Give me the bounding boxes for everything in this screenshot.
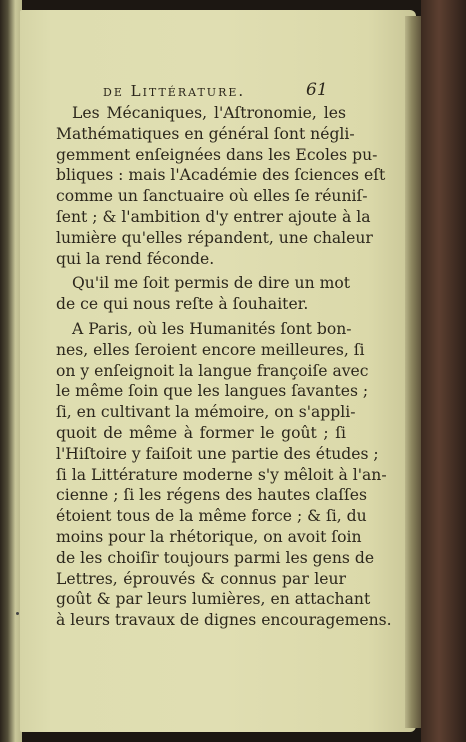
text-line: le même ſoin que les langues ſavantes ; [56,382,369,401]
body-text [56,103,392,631]
text-line: A Paris, où les Humanités ſont bon- [72,319,352,338]
paragraph-1 [56,103,386,269]
running-header: de Littérature. [103,82,246,100]
text-line: Qu'il me ſoit permis de dire un mot [72,274,351,293]
text-line: cienne ; ſi les régens des hautes claſſes [56,486,368,505]
text-line: de ce qui nous reſte à ſouhaiter. [56,295,309,314]
text-line: nes, elles ſeroient encore meilleures, ſi [56,340,365,359]
margin-speck [16,612,19,615]
page-number: 61 [306,80,328,100]
text-line: ſent ; & l'ambition d'y entrer ajoute à la [56,207,371,226]
text-line: Mathématiques en général ſont négli- [56,124,355,143]
text-line: bliques : mais l'Académie des ſciences eſt [56,166,386,185]
facing-page-edge [0,0,22,742]
text-line: de les choiſir toujours parmi les gens de [56,548,375,567]
text-line: à leurs travaux de dignes encouragemens. [56,611,392,630]
text-line: lumière qu'elles répandent, une chaleur [56,228,373,247]
text-line: ſi, en cultivant la mémoire, on s'appli- [56,403,356,422]
text-line: ſi la Littérature moderne s'y mêloit à l'an- [56,465,387,484]
page-block-edge [405,16,421,728]
text-line: qui la rend féconde. [56,249,215,268]
text-line: goût & par leurs lumières, en attachant [56,590,371,609]
book-cover-edge [421,0,466,742]
text-line: étoient tous de la même force ; & ſi, du [56,507,367,526]
text-line: Lettres, éprouvés & connus par leur [56,569,346,588]
text-line: l'Hiſtoire y faiſoit une partie des études ; [56,444,379,463]
text-line: on y enſeignoit la langue françoiſe avec [56,361,369,380]
text-line: comme un ſanctuaire où elles ſe réuniſ- [56,187,368,206]
text-line: quoit de même à former le goût ; ſi [56,423,346,442]
paragraph-3 [56,319,392,631]
paragraph-2 [56,273,351,315]
text-line: Les Mécaniques, l'Aſtronomie, les [72,104,346,122]
text-line: moins pour la rhétorique, on avoit ſoin [56,527,362,546]
text-line: gemment enſeignées dans les Ecoles pu- [56,145,378,164]
